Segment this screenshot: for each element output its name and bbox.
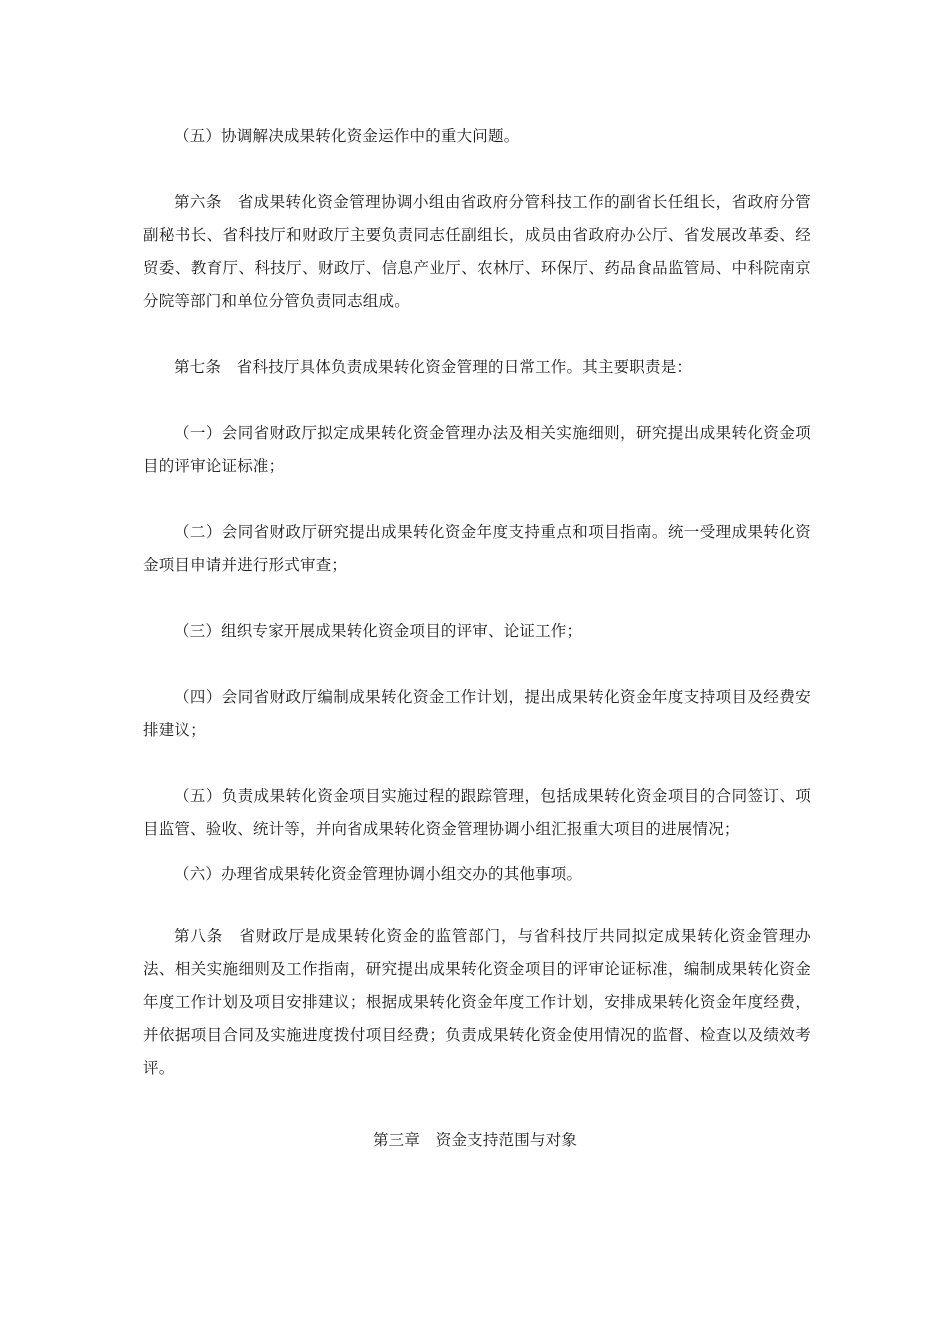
paragraph-item-5-coordination: （五）协调解决成果转化资金运作中的重大问题。 [174, 127, 520, 145]
paragraph-item-5-tracking: （五）负责成果转化资金项目实施过程的跟踪管理，包括成果转化资金项目的合同签订、项目监管、验收、统计等，并向省成果转化资金管理协调小组汇报重大项目的进展情况； [143, 787, 811, 838]
paragraph-item-3: （三）组织专家开展成果转化资金项目的评审、论证工作； [174, 622, 583, 640]
paragraph-item-6: （六）办理省成果转化资金管理协调小组交办的其他事项。 [174, 865, 583, 883]
paragraph-item-2: （二）会同省财政厅研究提出成果转化资金年度支持重点和项目指南。统一受理成果转化资金项目申请并进行形式审查； [143, 523, 811, 574]
paragraph-article-6: 第六条 省成果转化资金管理协调小组由省政府分管科技工作的副省长任组长，省政府分管副秘书长、省科技厅和财政厅主要负责同志任副组长，成员由省政府办公厅、省发展改革委、经贸委、教育厅、科技厅、财政厅、信息产业厅、农林厅、环保厅、药品食品监管局、中科院南京分院等部门和单位分管负责同志组成。 [143, 193, 811, 310]
paragraph-item-1: （一）会同省财政厅拟定成果转化资金管理办法及相关实施细则，研究提出成果转化资金项目的评审论证标准； [143, 424, 811, 475]
paragraph-item-4: （四）会同省财政厅编制成果转化资金工作计划，提出成果转化资金年度支持项目及经费安排建议； [143, 688, 811, 739]
chapter-heading: 第三章 资金支持范围与对象 [372, 1131, 578, 1149]
paragraph-article-8: 第八条 省财政厅是成果转化资金的监管部门，与省科技厅共同拟定成果转化资金管理办法、相关实施细则及工作指南，研究提出成果转化资金项目的评审论证标准，编制成果转化资金年度工作计划及项目安排建议；根据成果转化资金年度工作计划，安排成果转化资金年度经费，并依据项目合同及实施进度拨付项目经费；负责成果转化资金使用情况的监督、检查以及绩效考评。 [143, 927, 811, 1077]
paragraph-article-7: 第七条 省科技厅具体负责成果转化资金管理的日常工作。其主要职责是： [174, 358, 693, 376]
